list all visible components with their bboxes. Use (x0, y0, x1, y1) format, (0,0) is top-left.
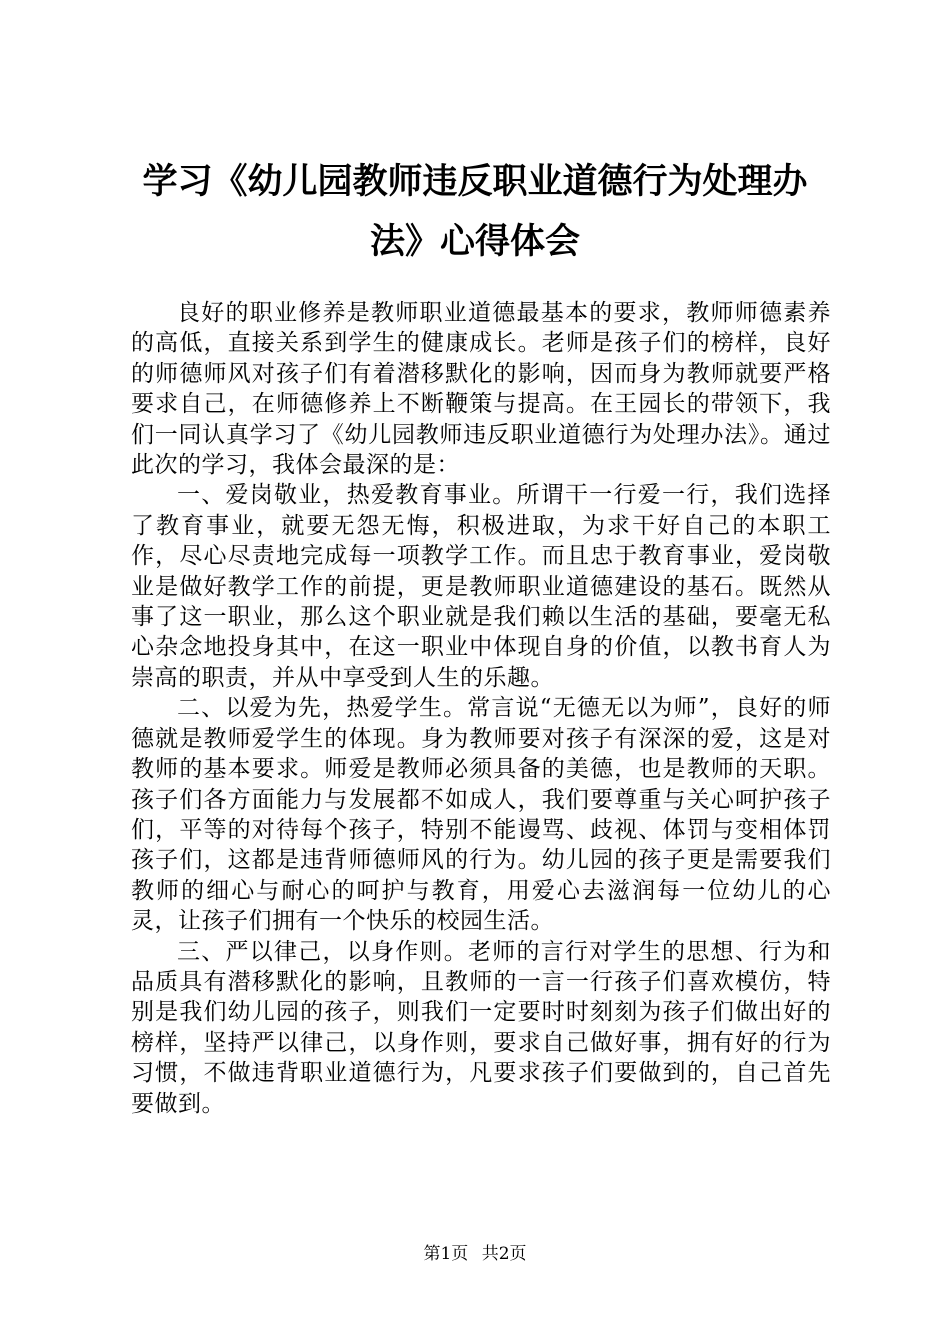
page-total: 共2页 (481, 1244, 527, 1264)
paragraph-intro: 良好的职业修养是教师职业道德最基本的要求，教师师德素养的高低，直接关系到学生的健康成长。老师是孩子们的榜样，良好的师德师风对孩子们有着潜移默化的影响，因而身为教师就要严格要求自己，在师德修养上不断鞭策与提高。在王园长的带领下，我们一同认真学习了《幼儿园教师违反职业道德行为处理办法》。通过此次的学习，我体会最深的是： (131, 300, 831, 479)
paragraph-point-3: 三、严以律己，以身作则。老师的言行对学生的思想、行为和品质具有潜移默化的影响，且教师的一言一行孩子们喜欢模仿，特别是我们幼儿园的孩子，则我们一定要时时刻刻为孩子们做出好的榜样，坚持严以律己，以身作则，要求自己做好事，拥有好的行为习惯，不做违背职业道德行为，凡要求孩子们要做到的，自己首先要做到。 (131, 938, 831, 1117)
document-title-line-2: 法》心得体会 (369, 222, 580, 262)
page-footer (0, 1244, 950, 1264)
page-number: 第1页 (423, 1244, 469, 1264)
paragraph-point-2: 二、以爱为先，热爱学生。常言说“无德无以为师”，良好的师德就是教师爱学生的体现。身为教师要对孩子有深深的爱，这是对教师的基本要求。师爱是教师必须具备的美德，也是教师的天职。孩子们各方面能力与发展都不如成人，我们要尊重与关心呵护孩子们，平等的对待每个孩子，特别不能谩骂、歧视、体罚与变相体罚孩子们，这都是违背师德师风的行为。幼儿园的孩子更是需要我们教师的细心与耐心的呵护与教育，用爱心去滋润每一位幼儿的心灵，让孩子们拥有一个快乐的校园生活。 (131, 695, 831, 935)
paragraph-point-1: 一、爱岗敬业，热爱教育事业。所谓干一行爱一行，我们选择了教育事业，就要无怨无悔，积极进取，为求干好自己的本职工作，尽心尽责地完成每一项教学工作。而且忠于教育事业，爱岗敬业是做好教学工作的前提，更是教师职业道德建设的基石。既然从事了这一职业，那么这个职业就是我们赖以生活的基础，要毫无私心杂念地投身其中，在这一职业中体现自身的价值，以教书育人为崇高的职责，并从中享受到人生的乐趣。 (131, 482, 831, 691)
document-title-line-1: 学习《幼儿园教师违反职业道德行为处理办 (142, 162, 808, 202)
document-body (131, 298, 831, 1119)
